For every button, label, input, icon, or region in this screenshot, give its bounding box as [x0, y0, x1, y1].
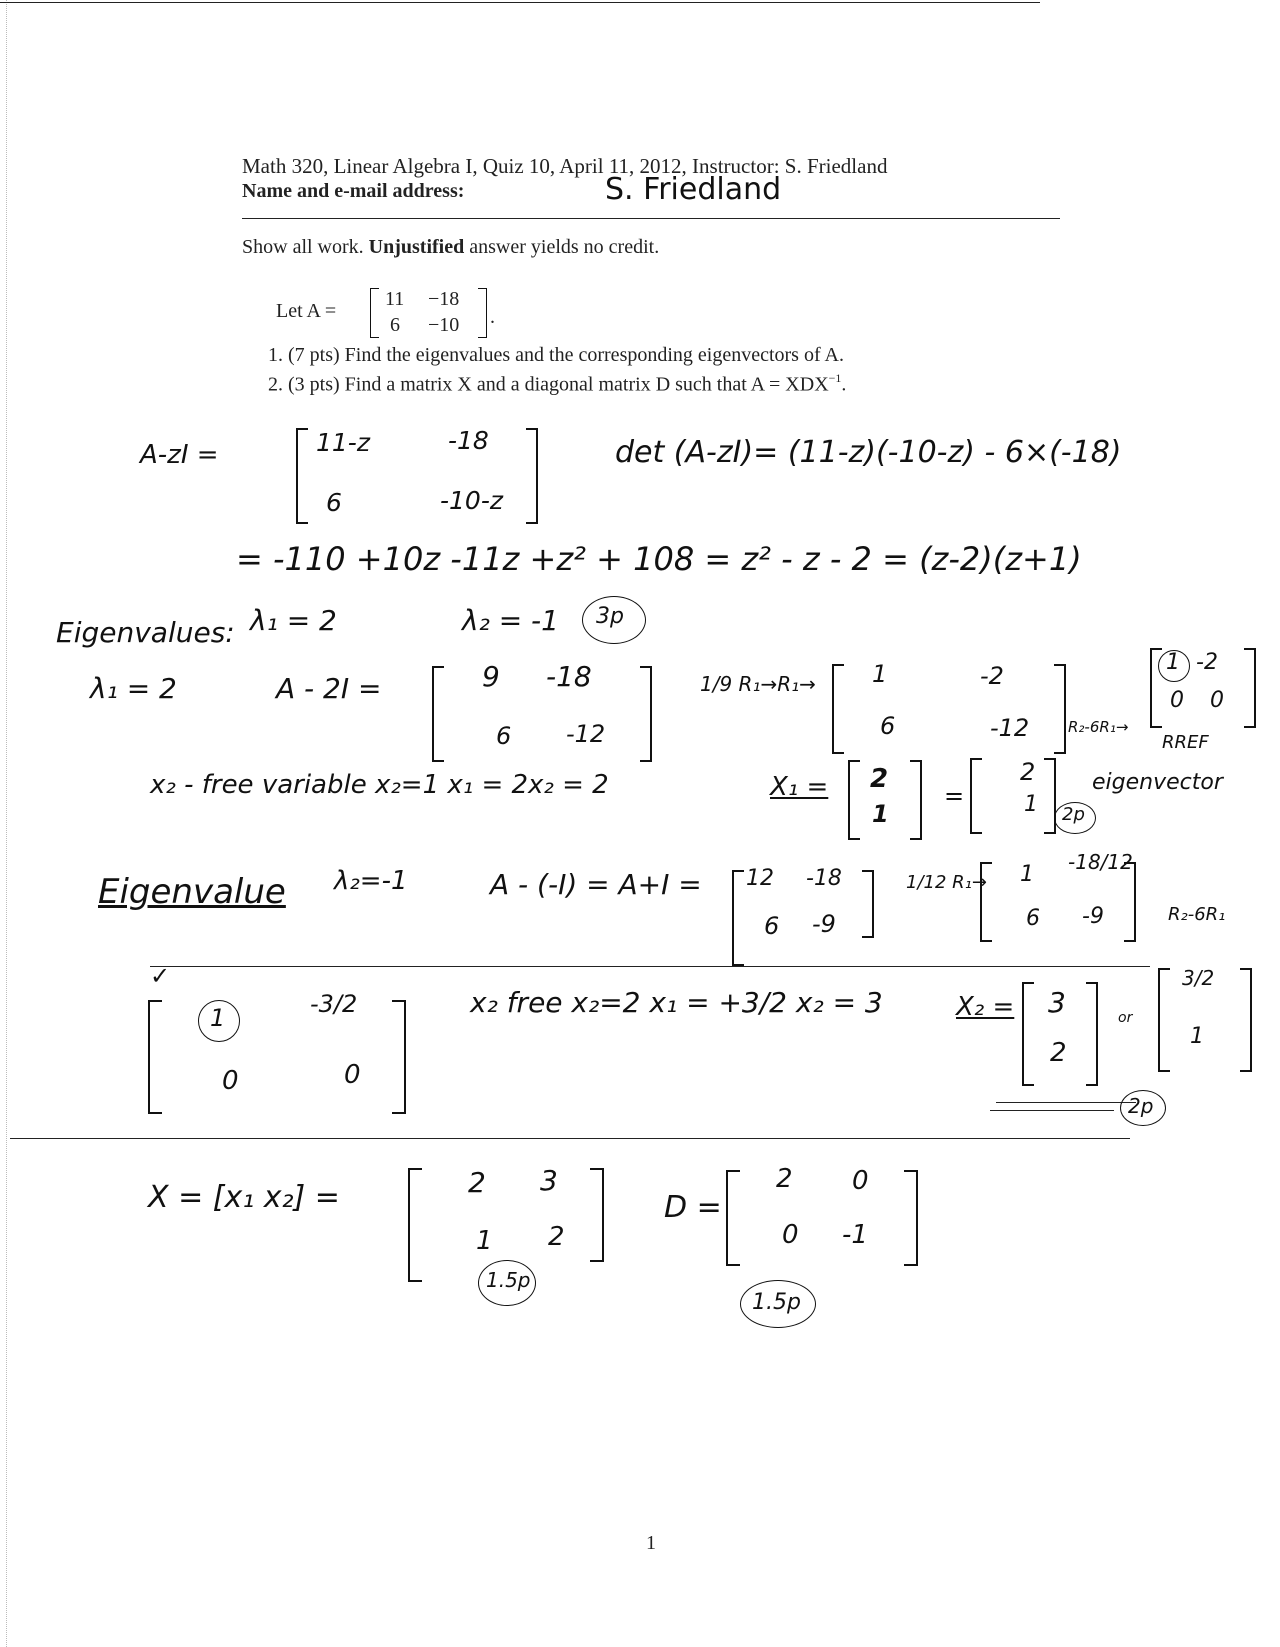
rref-label: RREF	[1162, 732, 1209, 753]
instructions: Show all work. Unjustified answer yields no credit.	[242, 236, 660, 258]
page-number: 1	[646, 1532, 656, 1554]
problem-matrix-left	[370, 288, 379, 338]
section-rule-1	[150, 966, 1150, 967]
eigenvalues-label: Eigenvalues:	[56, 616, 235, 649]
d-matrix-label: D =	[664, 1190, 722, 1225]
scan-edge	[6, 0, 7, 1647]
eigenvector-x1: X₁ =	[770, 772, 829, 802]
section-rule-2	[10, 1138, 1130, 1139]
question-2: 2. (3 pts) Find a matrix X and a diagonal matrix D such that $A = XDX^{-1}$.	[268, 371, 847, 396]
name-label: Name and e-mail address:	[242, 180, 465, 202]
header-rule	[242, 218, 1060, 219]
course-header: Math 320, Linear Algebra I, Quiz 10, April 11, 2012, Instructor: S. Friedland	[242, 154, 888, 178]
top-edge-line	[0, 2, 1040, 3]
a-minus-zi: A-zI =	[140, 440, 219, 470]
student-name: S. Friedland	[605, 172, 782, 207]
problem-matrix-right	[478, 288, 487, 338]
quiz-page: Math 320, Linear Algebra I, Quiz 10, April 11, 2012, Instructor: S. Friedland Name and e-mail address: S. Friedland Show all work. Unjustified answer yields no credit. Let A = 11 −18 6 −10 . 1. (7 pts) Find the eigenvalues and the corresponding eigenvectors of A. 2. (3 pts) Find a matrix X and a diagonal matrix D such that $A = XDX^{-1}$. A-zI = 11-z -18 6 -10-z det (A-zI)= (11-z)(-10-z) - 6×(-18) = -110 +10z -11z +z² + 108 = z² - z - 2 = (z-2)(z+1) Eigenvalues: λ₁ = 2 λ₂ = -1 3p λ₁ = 2 A - 2I = 9 -18 6 -12 1/9 R₁→R₁→ 1 -2 6 -12 R₂-6R₁→ 1 -2 0 0 RREF x₂ - free variable x₂=1 x₁ = 2x₂ = 2 X₁ = 2 1 = 2 1 eigenvector 2p Eigenvalue λ₂=-1 A - (-I) = A+I = 12 -18 6 -9 1/12 R₁→ 1 -18/12 6 -9 R₂-6R₁ ✓ 1 -3/2 0 0 x₂ free x₂=2 x₁ = +3/2 x₂ = 3 X₂ = 3 2 or 3/2 1 2p X = [x₁ x₂] = 2 3 1 2 1.5p D = 2 0 0 -1 1.5p 1	[0, 0, 1280, 1647]
eigenvector-x2: X₂ =	[956, 992, 1015, 1022]
x-matrix-label: X = [x₁ x₂] =	[148, 1180, 340, 1215]
eigenvalue-2-label: Eigenvalue	[98, 872, 286, 912]
let-a: Let A =	[276, 300, 337, 322]
determinant: det (A-zI)= (11-z)(-10-z) - 6×(-18)	[615, 435, 1122, 470]
question-1: 1. (7 pts) Find the eigenvalues and the corresponding eigenvectors of A.	[268, 344, 844, 366]
expansion: = -110 +10z -11z +z² + 108 = z² - z - 2 = (z-2)(z+1)	[236, 540, 1082, 578]
